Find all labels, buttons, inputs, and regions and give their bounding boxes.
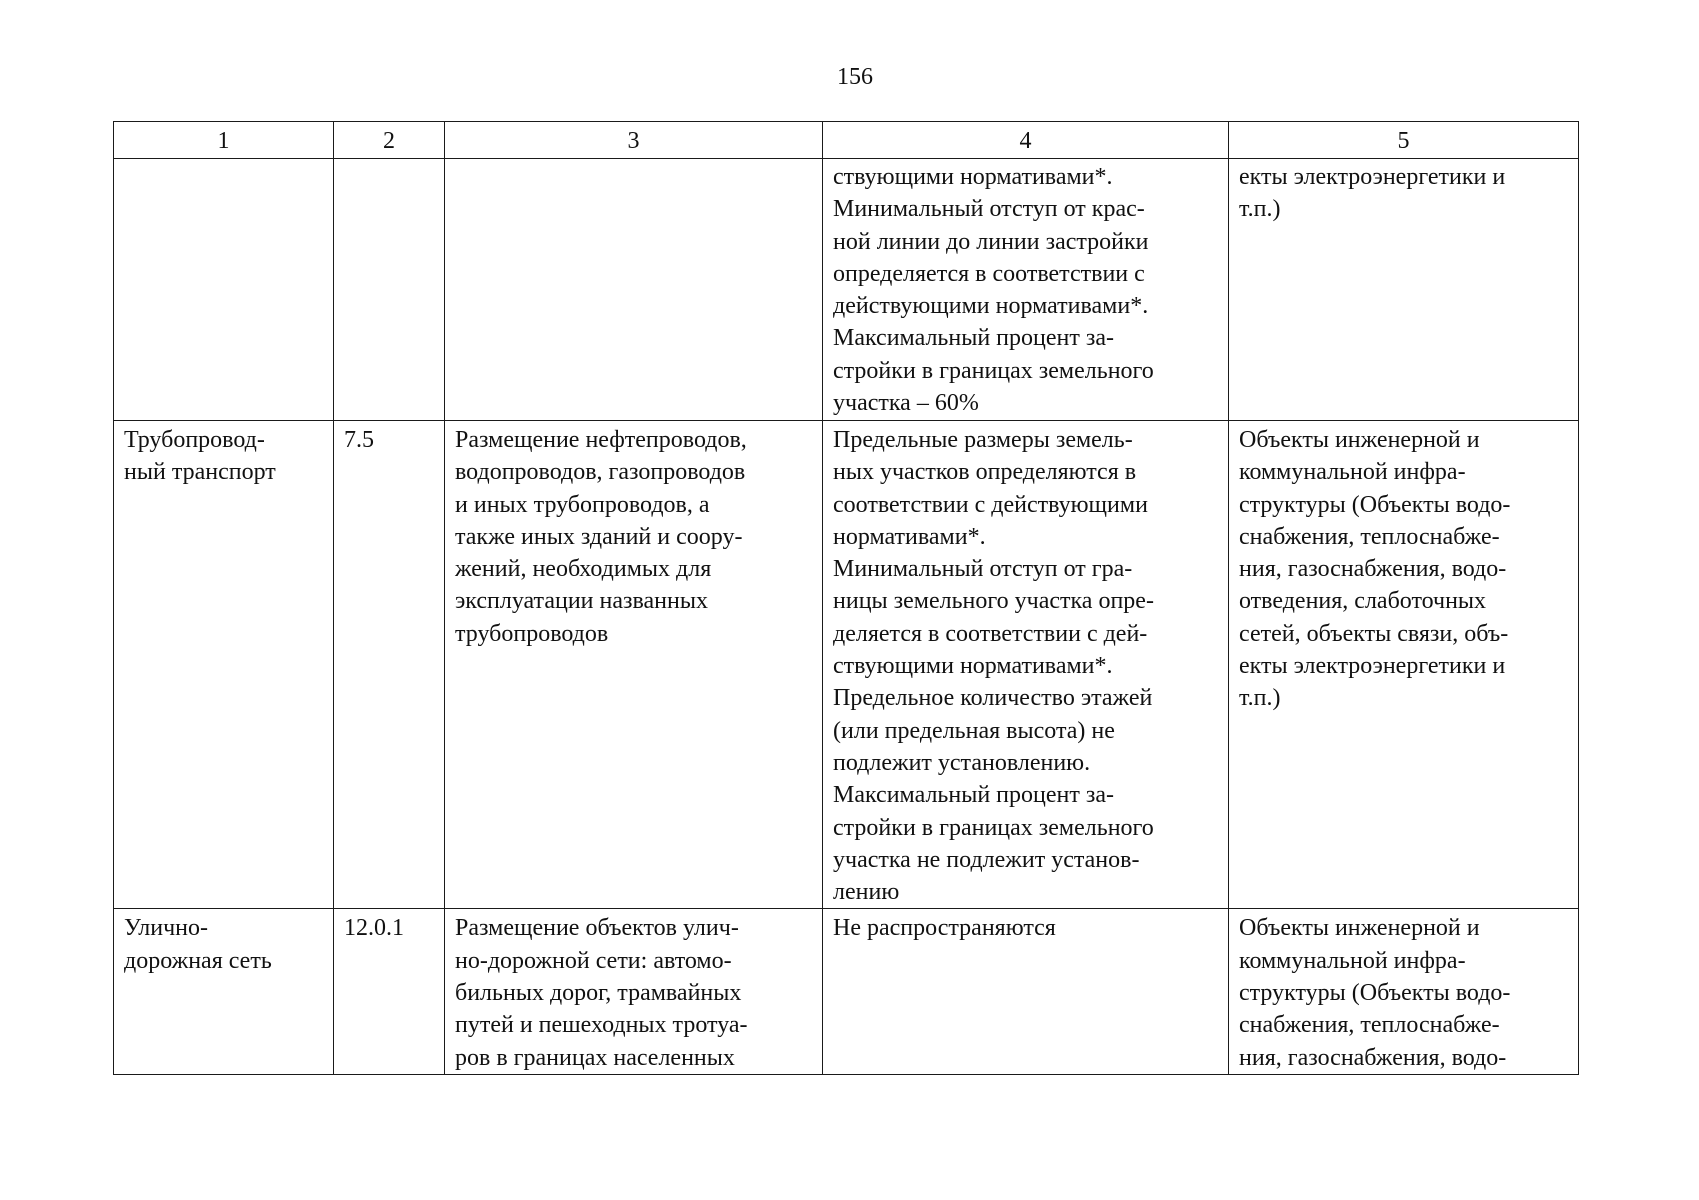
column-header: 1: [114, 122, 334, 159]
table-cell: Объекты инженерной и коммунальной инфра- структуры (Объекты водо- снабжения, теплоснабже- ния, газоснабжения, водо- отведения, слаботочных сетей, объекты связи, объ- екты электроэнергетики и т.п.): [1229, 421, 1579, 909]
table-cell: Размещение объектов улич- но-дорожной сети: автомо- бильных дорог, трамвайных путей и пешеходных тротуа- ров в границах населенных: [445, 909, 823, 1074]
column-header: 4: [823, 122, 1229, 159]
table-row-pipeline-transport: [114, 421, 1579, 909]
table-cell: екты электроэнергетики и т.п.): [1229, 159, 1579, 421]
table-cell: Трубопровод- ный транспорт: [114, 421, 334, 909]
column-header: 3: [445, 122, 823, 159]
table-cell: Улично- дорожная сеть: [114, 909, 334, 1074]
table-row-street-network: [114, 909, 1579, 1074]
column-header: 5: [1229, 122, 1579, 159]
table-cell: Предельные размеры земель- ных участков определяются в соответствии с действующими нормативами*. Минимальный отступ от гра- ницы земельного участка опре- деляется в соответствии с дей- ствующими нормативами*. Предельное количество этажей (или предельная высота) не подлежит установлению. Максимальный процент за- стройки в границах земельного участка не подлежит установ- лению: [823, 421, 1229, 909]
table-cell: 12.0.1: [334, 909, 445, 1074]
table-row-continuation: [114, 159, 1579, 421]
table-header-row: [114, 122, 1579, 159]
table-cell: Не распространяются: [823, 909, 1229, 1074]
table-cell: [334, 159, 445, 421]
regulation-table: [113, 121, 1579, 1075]
column-header: 2: [334, 122, 445, 159]
table-cell: ствующими нормативами*. Минимальный отступ от крас- ной линии до линии застройки определяется в соответствии с действующими нормативами*. Максимальный процент за- стройки в границах земельного участка – 60%: [823, 159, 1229, 421]
table-cell: [445, 159, 823, 421]
table-cell: [114, 159, 334, 421]
table-cell: Объекты инженерной и коммунальной инфра- структуры (Объекты водо- снабжения, теплоснабже- ния, газоснабжения, водо-: [1229, 909, 1579, 1074]
page-number: 156: [837, 64, 873, 90]
table-cell: Размещение нефтепроводов, водопроводов, газопроводов и иных трубопроводов, а также иных зданий и соору- жений, необходимых для эксплуатации названных трубопроводов: [445, 421, 823, 909]
table-cell: 7.5: [334, 421, 445, 909]
